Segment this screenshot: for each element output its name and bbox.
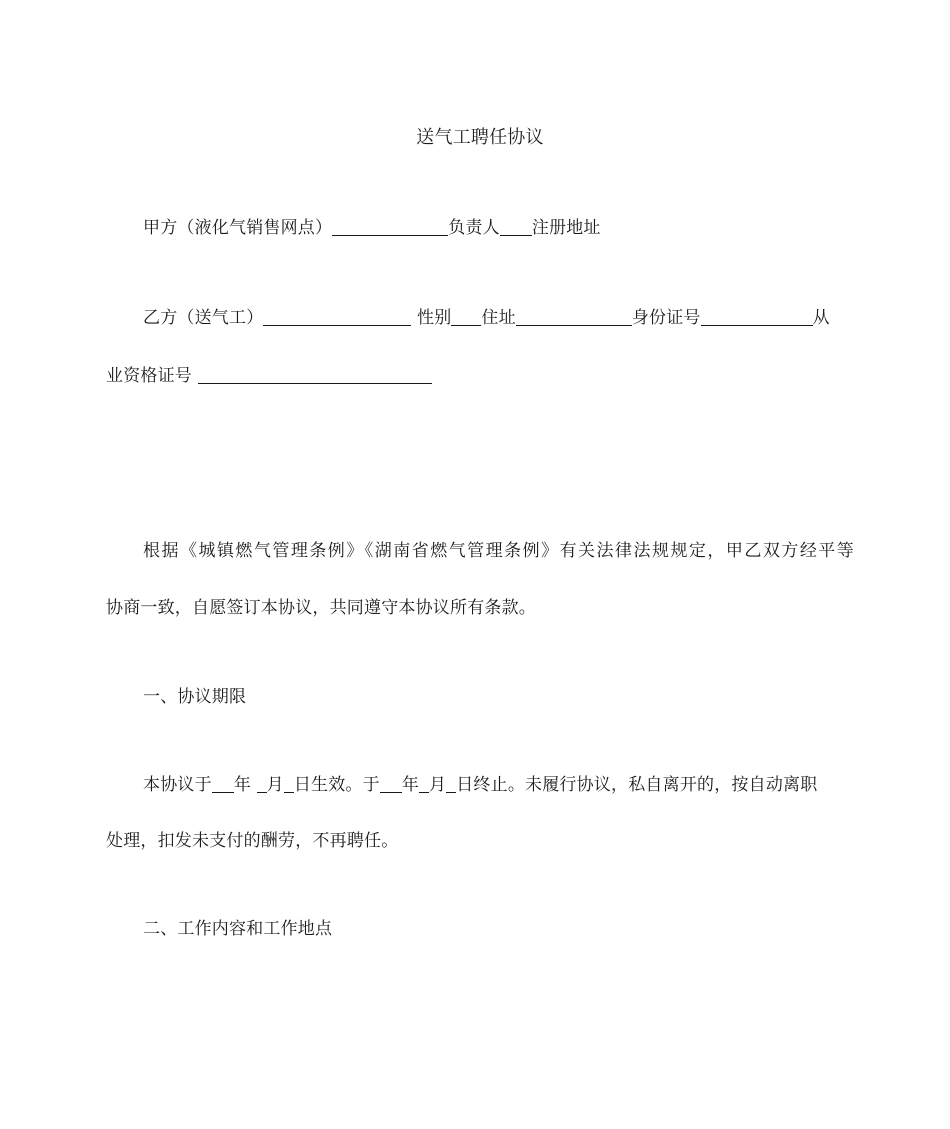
- party-b-residence-blank: [516, 307, 632, 326]
- party-b-qualification-label: 业资格证号: [106, 366, 192, 386]
- section-1-line-1: [143, 773, 817, 797]
- party-b-name-blank: [263, 307, 411, 326]
- start-year-label: 年: [233, 775, 252, 795]
- party-b-label: 乙方（送气工）: [143, 308, 264, 328]
- party-b-id-blank: [701, 307, 813, 326]
- party-b-residence-label: 住址: [481, 308, 516, 328]
- party-b-qualification-label-start: 从: [812, 308, 830, 328]
- end-day-blank: [446, 774, 456, 793]
- party-a-line: [143, 216, 601, 240]
- party-b-qualification-blank: [198, 365, 432, 384]
- party-b-gender-blank: [451, 307, 481, 326]
- party-a-manager-blank: [500, 217, 532, 236]
- section-1-line-2: 处理，扣发未支付的酬劳，不再聘任。: [106, 831, 399, 851]
- preamble-line-1: 根据《城镇燃气管理条例》《湖南省燃气管理条例》有关法律法规规定，甲乙双方经平等: [143, 541, 854, 561]
- end-year-label: 年: [401, 775, 420, 795]
- party-b-id-label: 身份证号: [631, 308, 701, 328]
- section-1-heading: 一、协议期限: [143, 687, 247, 707]
- party-a-address-label: 注册地址: [531, 218, 601, 238]
- end-month-label: 月: [429, 775, 447, 795]
- start-day-blank: [284, 774, 294, 793]
- party-b-qualification-line: [106, 364, 432, 388]
- party-b-line: [143, 306, 830, 330]
- start-year-blank: [212, 774, 234, 793]
- preamble-line-2: 协商一致，自愿签订本协议，共同遵守本协议所有条款。: [106, 598, 536, 618]
- party-b-gender-label: 性别: [417, 308, 452, 328]
- start-month-label: 月: [266, 775, 284, 795]
- party-a-label: 甲方（液化气销售网点）: [143, 218, 333, 238]
- end-day-text: 日终止。未履行协议，私自离开的，按自动离职: [456, 775, 818, 795]
- start-day-text: 日生效。于: [293, 775, 380, 795]
- term-start-text: 本协议于: [143, 775, 212, 795]
- party-a-name-blank: [332, 217, 448, 236]
- section-2-heading: 二、工作内容和工作地点: [143, 919, 333, 939]
- document-title: 送气工聘任协议: [416, 127, 544, 148]
- end-month-blank: [419, 774, 429, 793]
- party-a-manager-label: 负责人: [448, 218, 500, 238]
- start-month-blank: [257, 774, 267, 793]
- end-year-blank: [380, 774, 402, 793]
